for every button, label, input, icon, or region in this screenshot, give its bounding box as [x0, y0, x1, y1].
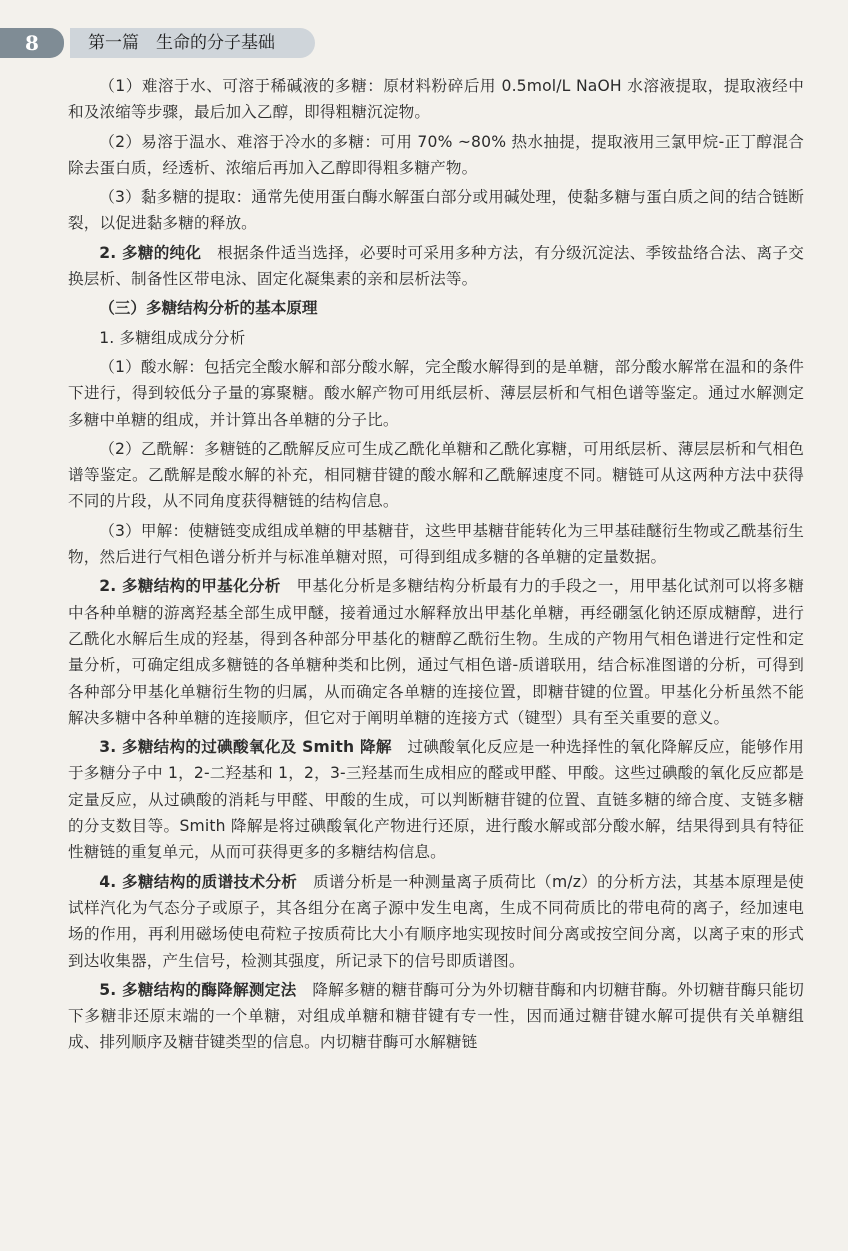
- paragraph: [68, 734, 804, 865]
- paragraph: （3）甲解：使糖链变成组成单糖的甲基糖苷，这些甲基糖苷能转化为三甲基硅醚衍生物或乙酰基衍生物，然后进行气相色谱分析并与标准单糖对照，可得到组成多糖的各单糖的定量数据。: [68, 521, 804, 567]
- paragraph: [68, 977, 804, 1056]
- paragraph-text: 降解多糖的糖苷酶可分为外切糖苷酶和内切糖苷酶。外切糖苷酶只能切下多糖非还原末端的一个单糖，对组成单糖和糖苷键有专一性，因而通过糖苷键水解可提供有关单糖组成、排列顺序及糖苷键类型的信息。内切糖苷酶可水解糖链: [68, 980, 804, 1052]
- paragraph: （3）黏多糖的提取：通常先使用蛋白酶水解蛋白部分或用碱处理，使黏多糖与蛋白质之间的结合链断裂，以促进黏多糖的释放。: [68, 188, 804, 233]
- paragraph-text: 甲基化分析是多糖结构分析最有力的手段之一，用甲基化试剂可以将多糖中各种单糖的游离羟基全部生成甲醚，接着通过水解释放出甲基化单糖，再经硼氢化钠还原成糖醇，进行乙酰化水解后生成的羟基，得到各种部分甲基化的糖醇乙酰衍生物。生成的产物用气相色谱进行定性和定量分析，可确定组成多糖链的各单糖种类和比例，通过气相色谱-质谱联用，结合标准图谱的分析，可得到各种部分甲基化单糖衍生物的归属，从而确定各单糖的连接位置，即糖苷键的位置。甲基化分析虽然不能解决多糖中各种单糖的连接顺序，但它对于阐明单糖的连接方式（键型）具有至关重要的意义。: [68, 577, 805, 727]
- subsection-heading: 1. 多糖组成成分分析: [99, 328, 246, 347]
- chapter-title: 第一篇 生命的分子基础: [88, 33, 275, 53]
- paragraph-lead: 2. 多糖的纯化: [99, 243, 202, 262]
- paragraph: （1）难溶于水、可溶于稀碱液的多糖：原材料粉碎后用 0.5mol/L NaOH 水溶液提取，提取液经中和及浓缩等步骤，最后加入乙醇，即得粗糖沉淀物。: [68, 77, 804, 122]
- paragraph: [68, 240, 804, 293]
- paragraph-lead: 4. 多糖结构的质谱技术分析: [99, 872, 298, 891]
- paragraph: （2）易溶于温水、难溶于冷水的多糖：可用 70% ~80% 热水抽提，提取液用三氯甲烷-正丁醇混合除去蛋白质，经透析、浓缩后再加入乙醇即得粗多糖产物。: [68, 132, 804, 177]
- section-heading: （三）多糖结构分析的基本原理: [99, 299, 318, 318]
- paragraph-lead: 2. 多糖结构的甲基化分析: [99, 577, 281, 596]
- paragraph: [68, 869, 804, 974]
- paragraph-text: 过碘酸氧化反应是一种选择性的氧化降解反应，能够作用于多糖分子中 1，2-二羟基和 1，2，3-三羟基而生成相应的醛或甲醛、甲酸。这些过碘酸的氧化反应都是定量反应，从过碘酸的消耗与甲醛、甲酸的生成，可以判断糖苷键的位置、直链多糖的缔合度、支链多糖的分支数目等。Smith 降解是将过碘酸氧化产物进行还原，进行酸水解或部分酸水解，结果得到具有特征性糖链的重复单元，从而可获得更多的多糖结构信息。: [68, 738, 804, 862]
- chapter-banner: [70, 28, 315, 58]
- paragraph-text: 质谱分析是一种测量离子质荷比（m/z）的分析方法，其基本原理是使试样汽化为气态分子或原子，其各组分在离子源中发生电离，生成不同荷质比的带电荷的离子，经加速电场的作用，再利用磁场使电荷粒子按质荷比大小有顺序地实现按时间分离或按空间分离，以离子束的形式到达收集器，产生信号，检测其强度，所记录下的信号即质谱图。: [68, 872, 804, 970]
- page-header: [0, 28, 848, 58]
- paragraph: （2）乙酰解：多糖链的乙酰解反应可生成乙酰化单糖和乙酰化寡糖，可用纸层析、薄层层析和气相色谱等鉴定。乙酰解是酸水解的补充，相同糖苷键的酸水解和乙酰解速度不同。糖链可从这两种方法中获得不同的片段，从不同角度获得糖链的结构信息。: [68, 439, 804, 511]
- paragraph: （1）酸水解：包括完全酸水解和部分酸水解，完全酸水解得到的是单糖，部分酸水解常在温和的条件下进行，得到较低分子量的寡聚糖。酸水解产物可用纸层析、薄层层析和气相色谱等鉴定。通过水解测定多糖中单糖的组成，并计算出各单糖的分子比。: [68, 357, 804, 429]
- paragraph-text: 根据条件适当选择，必要时可采用多种方法，有分级沉淀法、季铵盐络合法、离子交换层析、制备性区带电泳、固定化凝集素的亲和层析法等。: [68, 243, 804, 289]
- paragraph: [68, 573, 804, 731]
- paragraph-lead: 5. 多糖结构的酶降解测定法: [99, 980, 297, 999]
- page-number: 8: [0, 28, 64, 58]
- page-body: [68, 73, 804, 1059]
- paragraph-lead: 3. 多糖结构的过碘酸氧化及 Smith 降解: [99, 738, 392, 757]
